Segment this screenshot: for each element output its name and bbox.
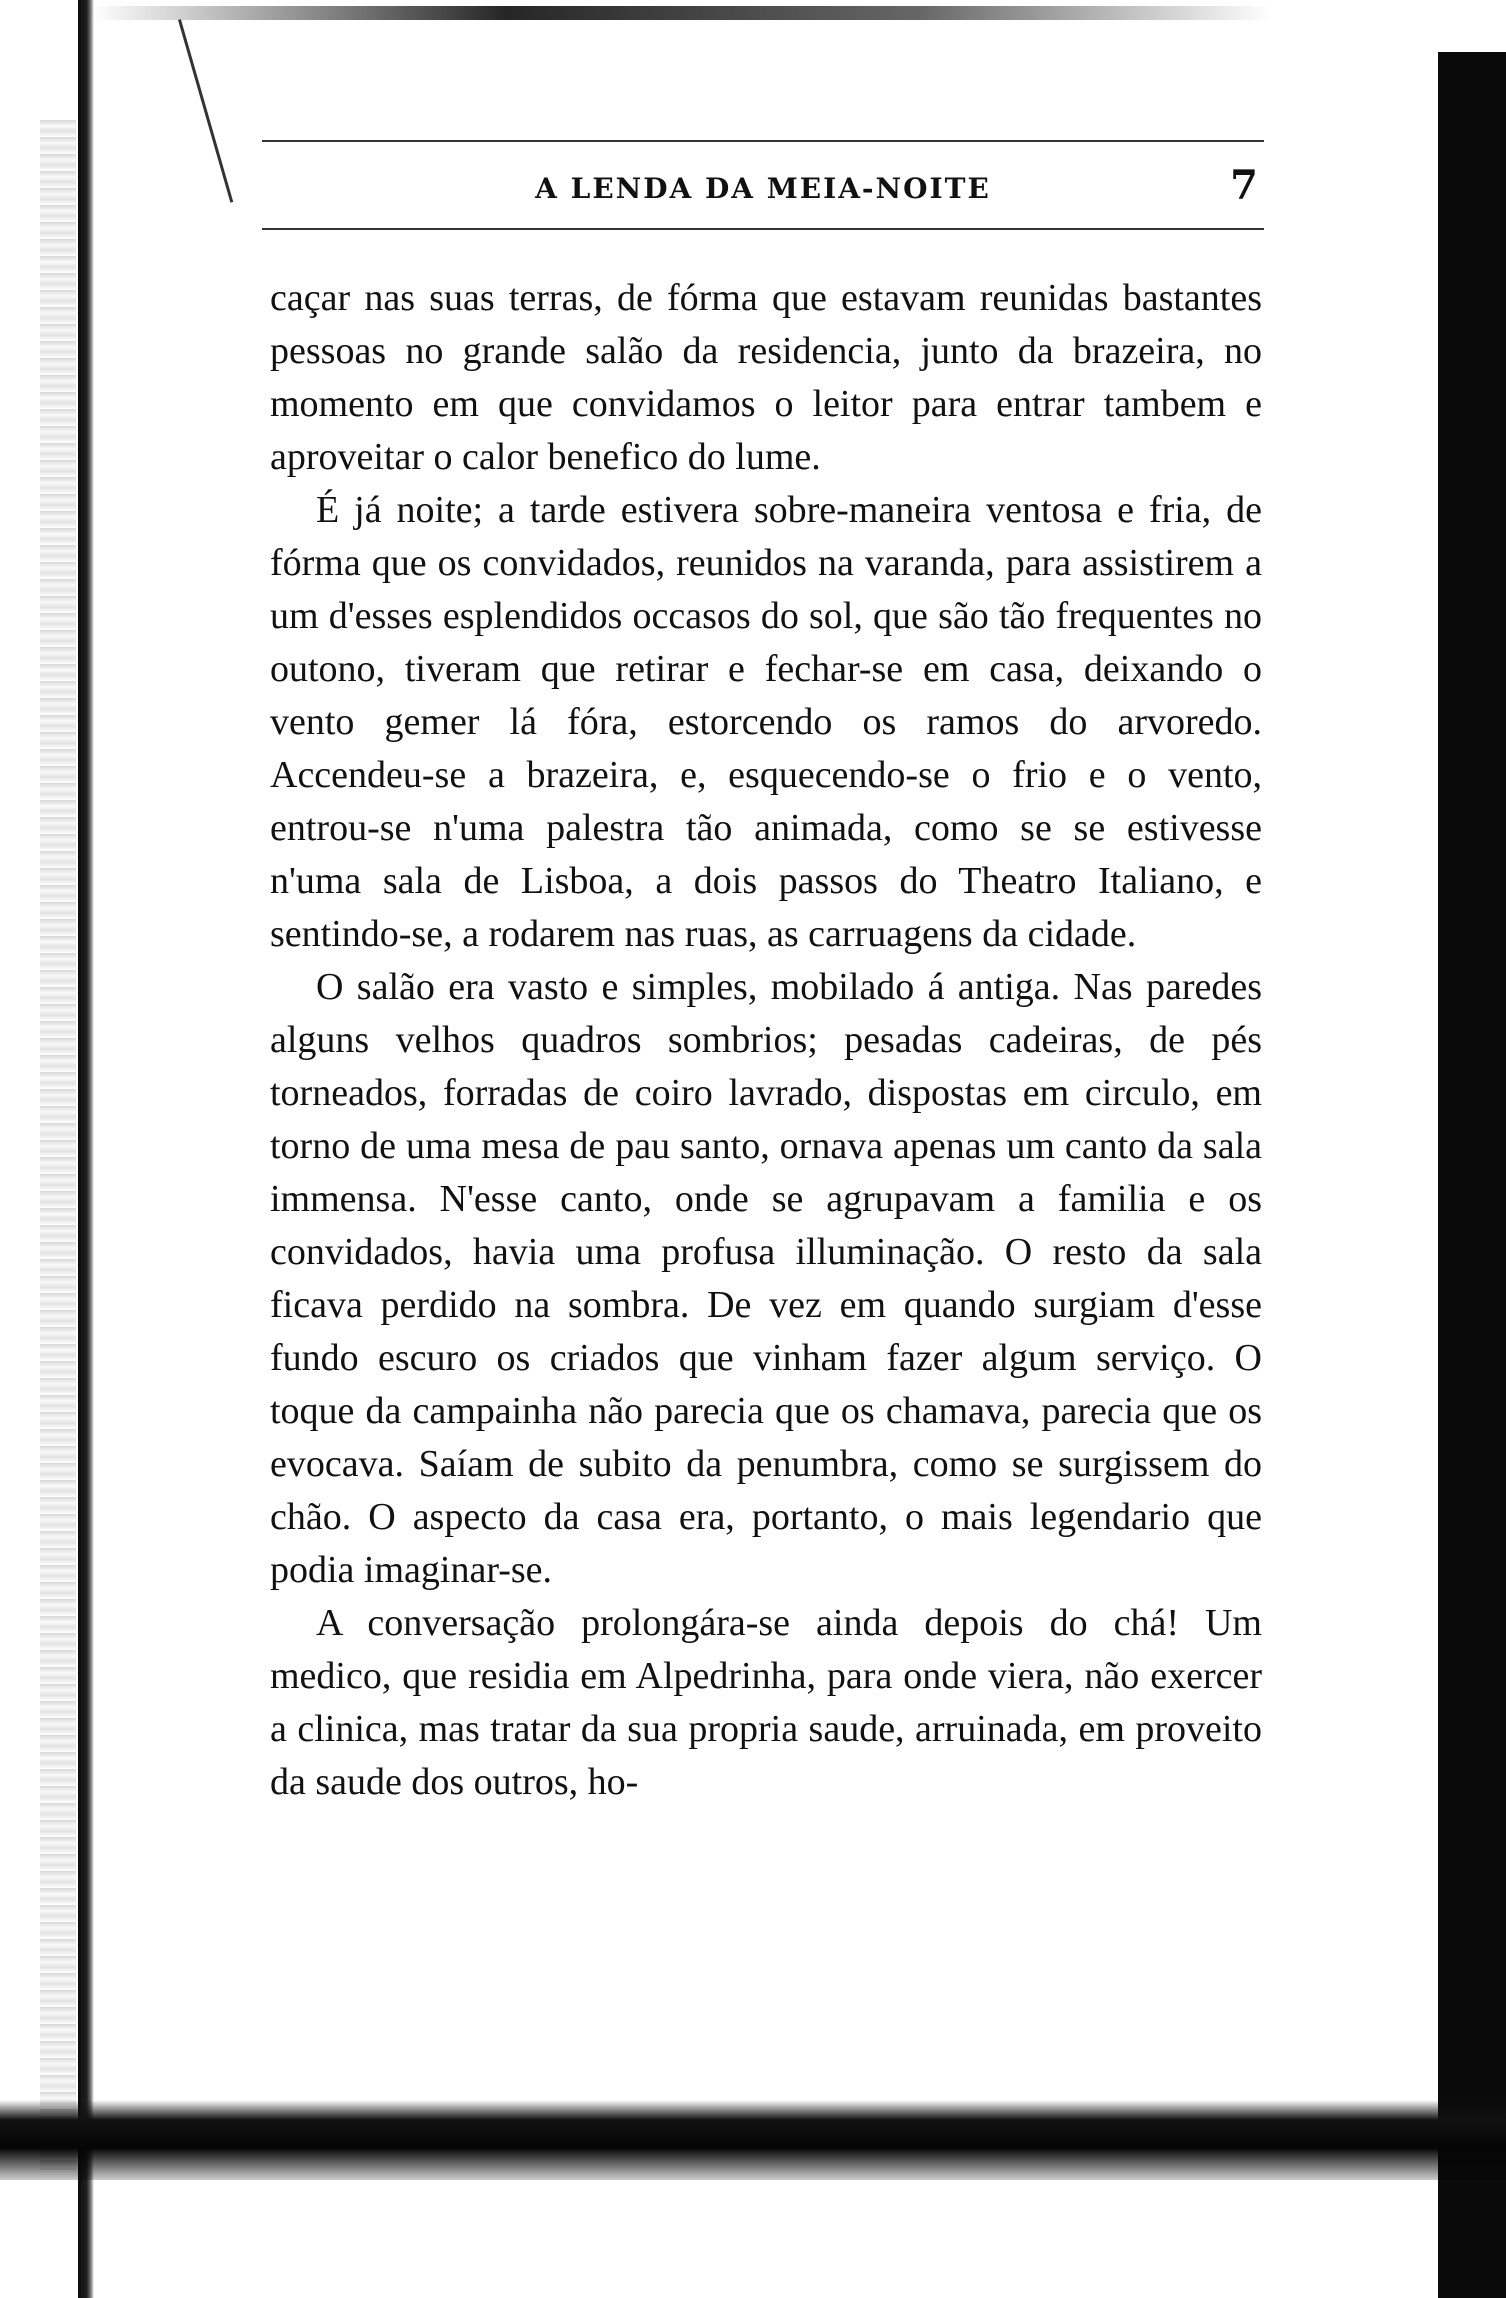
binding-shadow (40, 120, 76, 2170)
page-crease (178, 19, 233, 202)
header-rule-bottom (262, 228, 1264, 230)
paragraph: A conversação prolongára-se ainda depois do chá! Um medico, que residia em Alpedrinha, para onde viera, não exercer a clinica, mas tratar da sua propria saude, arruinada, em proveito da saude dos outros, ho- (270, 1602, 1262, 1803)
body-text (270, 272, 1262, 1809)
page-number: 7 (1230, 162, 1258, 209)
scan-border-right (1438, 52, 1506, 2298)
scan-smudge-top (92, 6, 1272, 20)
paragraph: É já noite; a tarde estivera sobre-maneira ventosa e fria, de fórma que os convidados, reunidos na varanda, para assistirem a um d'esses esplendidos occasos do sol, que são tão frequentes no outono, tiveram que retirar e fechar-se em casa, deixando o vento gemer lá fóra, estorcendo os ramos do arvoredo. Accendeu-se a brazeira, e, esquecendo-se o frio e o vento, entrou-se n'uma palestra tão animada, como se se estivesse n'uma sala de Lisboa, a dois passos do Theatro Italiano, e sentindo-se, a rodarem nas ruas, as carruagens da cidade. (270, 489, 1262, 955)
scan-border-bottom (0, 2100, 1506, 2180)
paragraph: O salão era vasto e simples, mobilado á antiga. Nas paredes alguns velhos quadros sombrios; pesadas cadeiras, de pés torneados, forradas de coiro lavrado, dispostas em circulo, em torno de uma mesa de pau santo, ornava apenas um canto da sala immensa. N'esse canto, onde se agrupavam a familia e os convidados, havia uma profusa illuminação. O resto da sala ficava perdido na sombra. De vez em quando surgiam d'esse fundo escuro os criados que vinham fazer algum serviço. O toque da campainha não parecia que os chamava, parecia que os evocava. Saíam de subito da penumbra, como se surgissem do chão. O aspecto da casa era, portanto, o mais legendario que podia imaginar-se. (270, 966, 1262, 1591)
header-rule-top (262, 140, 1264, 142)
running-title: A LENDA DA MEIA-NOITE (535, 172, 991, 205)
paragraph-continued: caçar nas suas terras, de fórma que estavam reunidas bastantes pessoas no grande salão da residencia, junto da brazeira, no momento em que convidamos o leitor para entrar tambem e aproveitar o calor benefico do lume. (270, 277, 1262, 478)
binding-edge (78, 0, 94, 2298)
page-header (262, 140, 1264, 230)
